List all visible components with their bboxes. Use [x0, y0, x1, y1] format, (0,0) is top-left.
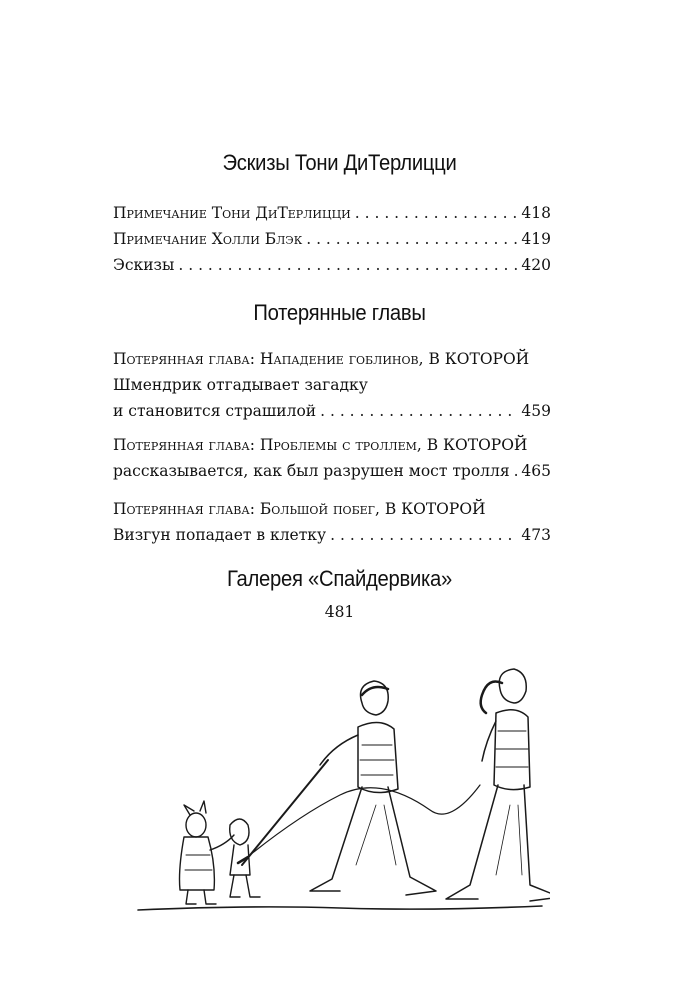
leader-dots	[355, 200, 518, 226]
walking-characters-illustration	[130, 665, 550, 915]
toc-entry[interactable]	[113, 200, 551, 226]
small-creature-figure	[180, 801, 261, 904]
entry-heading: Потерянная глава: Большой побег, В КОТОРОЙ	[113, 500, 486, 518]
entry-line: и становится страшилой	[113, 402, 317, 420]
leash	[250, 785, 480, 855]
sketches-toc	[113, 200, 551, 278]
leader-dots	[306, 226, 517, 252]
leader-dots	[178, 252, 517, 278]
toc-entry-page: 473	[521, 526, 551, 544]
toc-entry-title: Эскизы	[113, 256, 175, 274]
toc-entry-page: 419	[521, 230, 551, 248]
sketches-section-title: Эскизы Тони ДиТерлицци	[222, 150, 457, 175]
toc-entry[interactable]	[113, 226, 551, 252]
toc-entry-page: 420	[521, 256, 551, 274]
toc-entry-title: Примечание Тони ДиТерлицци	[113, 204, 351, 222]
toc-entry-page: 418	[521, 204, 551, 222]
leader-dots	[320, 398, 517, 424]
girl-figure	[446, 669, 550, 901]
entry-heading: Потерянная глава: Проблемы с троллем, В КОТОРОЙ	[113, 436, 528, 454]
entry-heading: Потерянная глава: Нападение гоблинов, В КОТОРОЙ	[113, 350, 530, 368]
toc-entry-title: Примечание Холли Блэк	[113, 230, 303, 248]
entry-line: Шмендрик отгадывает загадку	[113, 376, 368, 394]
entry-line: рассказывается, как был разрушен мост тролля	[113, 462, 510, 480]
gallery-page-number: 481	[324, 603, 355, 621]
sword	[242, 760, 328, 865]
leader-dots	[514, 458, 518, 484]
entry-line: Визгун попадает в клетку	[113, 526, 327, 544]
gallery-section-title: Галерея «Спайдервика»	[226, 566, 453, 591]
toc-entry-page: 465	[521, 462, 551, 480]
lost-chapters-section-title: Потерянные главы	[253, 300, 426, 325]
toc-entry-page: 459	[521, 402, 551, 420]
leader-dots	[330, 522, 517, 548]
lost-chapter-entry[interactable]	[113, 346, 551, 424]
toc-entry[interactable]	[113, 252, 551, 278]
lost-chapter-entry[interactable]	[113, 496, 551, 548]
lost-chapter-entry[interactable]	[113, 432, 551, 484]
